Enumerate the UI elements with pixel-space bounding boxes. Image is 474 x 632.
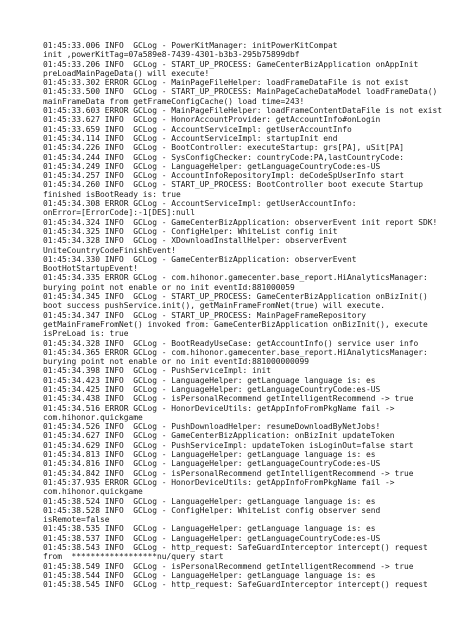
- log-line: from ******************nu/query start: [43, 552, 224, 562]
- log-line: 01:45:38.545 INFO GCLog - http_request: SafeGuardInterceptor intercept() request: [43, 580, 428, 590]
- log-line: 01:45:34.335 ERROR GCLog - com.hihonor.gamecenter.base_report.HiAnalyticsManager:: [43, 273, 428, 283]
- log-line: 01:45:37.935 ERROR GCLog - HonorDeviceUtils: getAppInfoFromPkgName fail ->: [43, 477, 395, 487]
- log-line: 01:45:34.365 ERROR GCLog - com.hihonor.gamecenter.base_report.HiAnalyticsManager:: [43, 347, 428, 357]
- log-line: 01:45:34.114 INFO GCLog - AccountServiceImpl: startupInit end: [43, 133, 338, 143]
- log-line: burying point not enable or no init eventId:881000000099: [43, 357, 310, 367]
- log-line: 01:45:34.257 INFO GCLog - AccountInfoRepositoryImpl: deCodeSpUserInfo start: [43, 171, 405, 181]
- log-line: init ,powerKitTag=07a589e8-7439-4301-b3b3-295b75899dbf: [43, 50, 300, 60]
- log-line: 01:45:38.549 INFO GCLog - isPersonalRecommend getIntelligentRecommend -> true: [43, 561, 414, 571]
- log-line: 01:45:38.543 INFO GCLog - http_request: SafeGuardInterceptor intercept() request: [43, 543, 428, 553]
- log-line: 01:45:34.842 INFO GCLog - isPersonalRecommend getIntelligentRecommend -> true: [43, 468, 414, 478]
- log-line: 01:45:34.398 INFO GCLog - PushServiceImpl: init: [43, 366, 272, 376]
- log-line: 01:45:34.345 INFO GCLog - START_UP_PROCESS: GameCenterBizApplication onBizInit(): [43, 292, 428, 302]
- log-line: 01:45:34.330 INFO GCLog - GameCenterBizApplication: observerEvent: [43, 254, 357, 264]
- log-line: 01:45:34.308 ERROR GCLog - AccountServiceImpl: getUserAccountInfo:: [43, 199, 357, 209]
- log-line: boot success pushService.init(), getMainFrameFromNet(true) will execute.: [43, 301, 386, 311]
- log-line: 01:45:34.816 INFO GCLog - LanguageHelper: getLanguageCountryCode:es-US: [43, 459, 381, 469]
- log-line: 01:45:33.006 INFO GCLog - PowerKitManager: initPowerKitCompat: [43, 41, 338, 50]
- log-line: UniteCountryCodeFinishEvent!: [43, 245, 177, 255]
- log-line: 01:45:33.627 INFO GCLog - HonorAccountProvider: getAccountInfo#onLogin: [43, 115, 381, 125]
- log-line: 01:45:34.328 INFO GCLog - XDownloadInstallHelper: observerEvent: [43, 236, 348, 246]
- log-line: finished isBootReady is: true: [43, 189, 181, 199]
- log-line: 01:45:34.249 INFO GCLog - LanguageHelper: getLanguageCountryCode:es-US: [43, 161, 381, 171]
- log-line: 01:45:38.537 INFO GCLog - LanguageHelper: getLanguageCountryCode:es-US: [43, 533, 381, 543]
- log-line: isRemote=false: [43, 515, 110, 525]
- log-line: 01:45:34.516 ERROR GCLog - HonorDeviceUtils: getAppInfoFromPkgName fail ->: [43, 403, 395, 413]
- log-line: 01:45:34.260 INFO GCLog - START_UP_PROCESS: BootController boot execute Startup: [43, 180, 424, 190]
- log-line: mainFrameData from getFrameConfigCache() load time=243!: [43, 96, 305, 106]
- log-line: com.hihonor.quickgame: [43, 487, 143, 497]
- log-line: 01:45:34.325 INFO GCLog - ConfigHelper: WhiteList config init: [43, 226, 338, 236]
- log-line: 01:45:34.423 INFO GCLog - LanguageHelper: getLanguage language is: es: [43, 375, 376, 385]
- log-line: 01:45:33.302 ERROR GCLog - MainPageFileHelper: loadFrameDataFile is not exist: [43, 78, 409, 88]
- log-line: 01:45:38.535 INFO GCLog - LanguageHelper: getLanguage language is: es: [43, 524, 376, 534]
- log-line: 01:45:34.324 INFO GCLog - GameCenterBizApplication: observerEvent init report SDK!: [43, 217, 438, 227]
- log-line: 01:45:34.438 INFO GCLog - isPersonalRecommend getIntelligentRecommend -> true: [43, 394, 414, 404]
- log-line: 01:45:34.244 INFO GCLog - SysConfigChecker: countryCode:PA,lastCountryCode:: [43, 152, 405, 162]
- log-line: 01:45:33.500 INFO GCLog - START_UP_PROCESS: MainPageCacheDataModel loadFrameData(): [43, 87, 438, 97]
- log-line: getMainFrameFromNet() invoked from: GameCenterBizApplication onBizInit(), execute: [43, 319, 428, 329]
- log-line: 01:45:34.328 INFO GCLog - BootReadyUseCase: getAccountInfo() service user info: [43, 338, 419, 348]
- log-line: onError=[ErrorCode]:-1[DES]:null: [43, 208, 196, 218]
- log-line: burying point not enable or no init eventId:881000059: [43, 282, 295, 292]
- log-line: 01:45:34.813 INFO GCLog - LanguageHelper: getLanguage language is: es: [43, 450, 376, 460]
- log-line: 01:45:34.526 INFO GCLog - PushDownloadHelper: resumeDownloadByNetJobs!: [43, 422, 381, 432]
- log-line: 01:45:33.603 ERROR GCLog - MainPageFileHelper: loadFrameContentDataFile is not exist: [43, 106, 443, 116]
- log-line: BootHotStartupEvent!: [43, 264, 139, 274]
- log-line: 01:45:33.659 INFO GCLog - AccountServiceImpl: getUserAccountInfo: [43, 124, 352, 134]
- log-line: 01:45:38.528 INFO GCLog - ConfigHelper: WhiteList config observer send: [43, 505, 381, 515]
- log-line: 01:45:34.226 INFO GCLog - BootController: executeStartup: grs[PA], uSit[PA]: [43, 143, 405, 153]
- log-text-block: [43, 41, 468, 590]
- log-line: 01:45:34.425 INFO GCLog - LanguageHelper: getLanguageCountryCode:es-US: [43, 384, 381, 394]
- log-line: com.hihonor.quickgame: [43, 412, 143, 422]
- log-line: 01:45:33.206 INFO GCLog - START_UP_PROCESS: GameCenterBizApplication onAppInit: [43, 59, 419, 69]
- log-line: preLoadMainPageData() will execute!: [43, 68, 210, 78]
- log-line: isPreLoad is: true: [43, 329, 129, 339]
- log-line: 01:45:38.544 INFO GCLog - LanguageHelper: getLanguage language is: es: [43, 570, 376, 580]
- log-line: 01:45:34.347 INFO GCLog - START_UP_PROCESS: MainPageFrameRepository: [43, 310, 367, 320]
- log-line: 01:45:34.627 INFO GCLog - GameCenterBizApplication: onBizInit updateToken: [43, 431, 395, 441]
- log-line: 01:45:34.629 INFO GCLog - PushServiceImpl: updateToken isLoginOut=false start: [43, 440, 414, 450]
- log-line: 01:45:38.524 INFO GCLog - LanguageHelper: getLanguage language is: es: [43, 496, 376, 506]
